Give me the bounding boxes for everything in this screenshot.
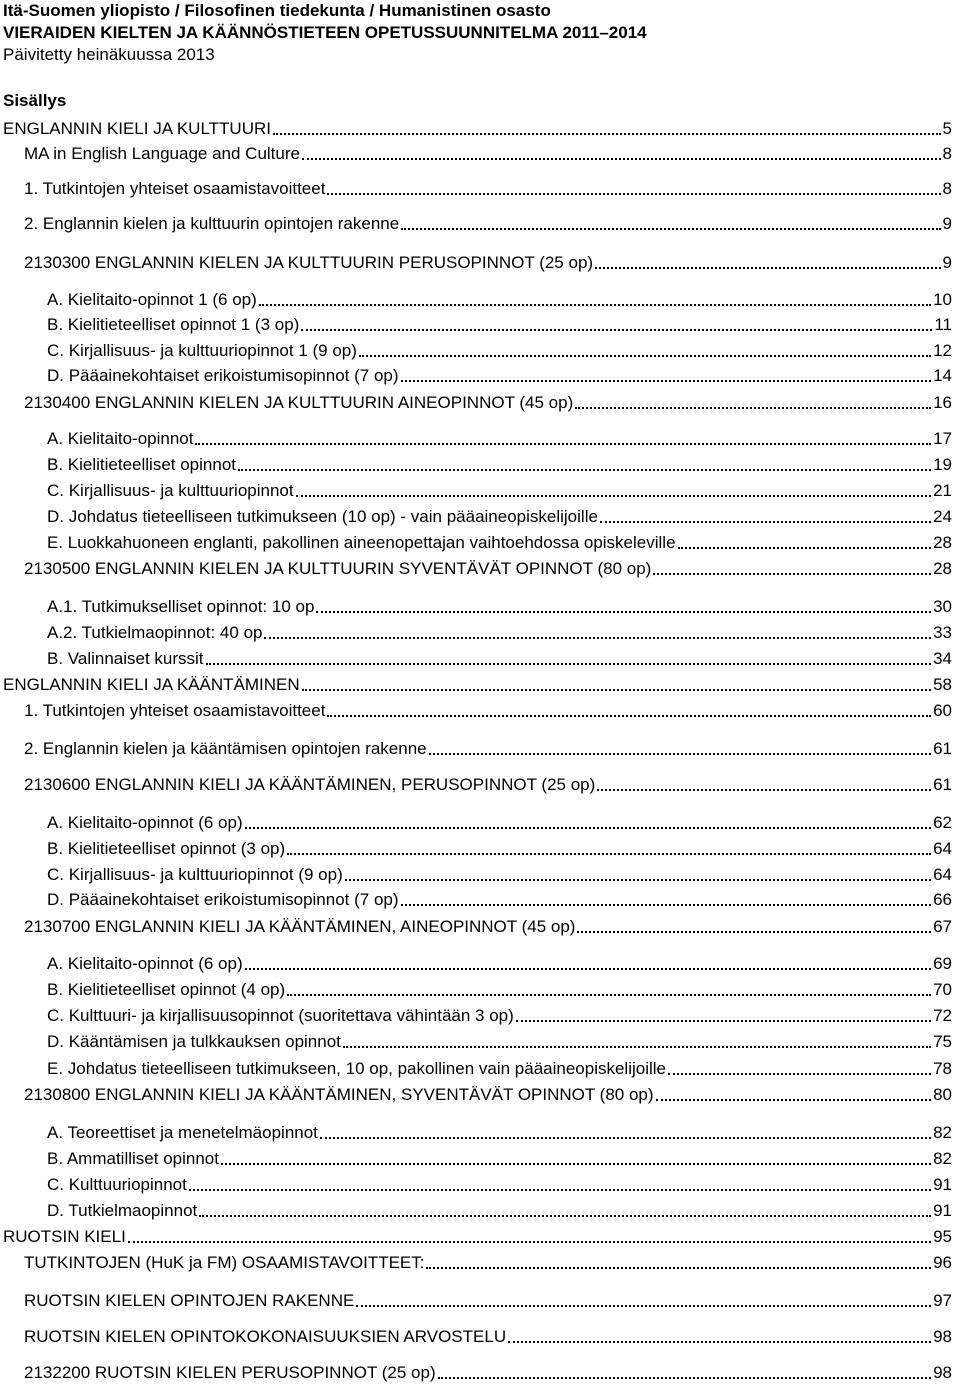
toc-entry[interactable] (24, 772, 952, 795)
toc-entry[interactable] (24, 1250, 952, 1273)
toc-entry-page-number: 64 (933, 839, 952, 858)
dot-leader (302, 689, 931, 691)
toc-entry-page-number: 91 (933, 1201, 952, 1220)
toc-entry-label: TUTKINTOJEN (HuK ja FM) OSAAMISTAVOITTEET: (24, 1253, 425, 1272)
toc-entry-page-number: 97 (933, 1291, 952, 1310)
dot-leader (429, 753, 931, 755)
dot-leader (206, 663, 932, 665)
toc-entry[interactable] (47, 1146, 952, 1169)
toc-entry[interactable] (24, 1324, 952, 1347)
dot-leader (597, 789, 931, 791)
toc-entry-label: C. Kirjallisuus- ja kulttuuriopinnot (47, 481, 294, 500)
toc-entry-page-number: 11 (934, 315, 952, 334)
curriculum-title: VIERAIDEN KIELTEN JA KÄÄNNÖSTIETEEN OPETUSSUUNNITELMA 2011–2014 (3, 23, 647, 42)
dot-leader (516, 1020, 931, 1022)
toc-entry-page-number: 66 (933, 890, 952, 909)
toc-entry-label: RUOTSIN KIELEN OPINTOJEN RAKENNE (24, 1291, 355, 1310)
toc-entry-label: ENGLANNIN KIELI JA KÄÄNTÄMINEN (3, 675, 300, 694)
dot-leader (401, 380, 932, 382)
toc-entry-label: A.2. Tutkielmaopinnot: 40 op (47, 623, 263, 642)
toc-entry-label: B. Kielitieteelliset opinnot (4 op) (47, 980, 286, 999)
toc-entry-page-number: 80 (933, 1085, 952, 1104)
toc-entry-page-number: 28 (933, 559, 952, 578)
toc-entry-label: 1. Tutkintojen yhteiset osaamistavoitteet (24, 701, 326, 720)
dot-leader (359, 355, 931, 357)
toc-entry-page-number: 78 (933, 1059, 952, 1078)
toc-entry[interactable] (47, 1029, 952, 1052)
dot-leader (438, 1377, 931, 1379)
toc-entry[interactable] (47, 1172, 952, 1195)
toc-entry-label: D. Kääntämisen ja tulkkauksen opinnot (47, 1032, 341, 1051)
toc-entry-page-number: 5 (942, 119, 952, 138)
dot-leader (600, 521, 931, 523)
toc-entry-page-number: 67 (933, 917, 952, 936)
toc-entry[interactable] (47, 287, 952, 310)
toc-entry[interactable] (47, 363, 952, 386)
toc-entry[interactable] (24, 1288, 952, 1311)
dot-leader (327, 715, 931, 717)
dot-leader (343, 1046, 931, 1048)
dot-leader (287, 994, 931, 996)
toc-entry-label: 2130700 ENGLANNIN KIELI JA KÄÄNTÄMINEN, AINEOPINNOT (45 op) (24, 917, 576, 936)
toc-entry-label: A. Kielitaito-opinnot (6 op) (47, 954, 243, 973)
dot-leader (199, 1215, 931, 1217)
toc-entry[interactable] (47, 887, 952, 910)
toc-entry-page-number: 64 (933, 865, 952, 884)
toc-entry[interactable] (47, 1120, 952, 1143)
toc-entry-label: 2132200 RUOTSIN KIELEN PERUSOPINNOT (25 op) (24, 1363, 436, 1382)
dot-leader (345, 879, 931, 881)
toc-entry[interactable] (47, 810, 952, 833)
toc-entry-label: B. Kielitieteelliset opinnot (47, 455, 237, 474)
toc-entry[interactable] (47, 594, 952, 617)
toc-entry[interactable] (47, 1003, 952, 1026)
toc-entry-page-number: 69 (933, 954, 952, 973)
dot-leader (668, 1073, 931, 1075)
toc-entry[interactable] (47, 646, 952, 669)
toc-entry-label: D. Tutkielmaopinnot (47, 1201, 198, 1220)
toc-entry-page-number: 82 (933, 1123, 952, 1142)
dot-leader (195, 443, 931, 445)
dot-leader (189, 1189, 931, 1191)
dot-leader (327, 193, 940, 195)
toc-entry-page-number: 34 (933, 649, 952, 668)
toc-entry-page-number: 75 (933, 1032, 952, 1051)
dot-leader (575, 407, 931, 409)
toc-entry[interactable] (47, 1056, 952, 1079)
dot-leader (508, 1341, 931, 1343)
dot-leader (302, 158, 941, 160)
toc-entry[interactable] (47, 977, 952, 1000)
toc-entry[interactable] (47, 504, 952, 527)
toc-entry[interactable] (3, 1224, 952, 1247)
toc-entry-page-number: 8 (942, 144, 952, 163)
toc-entry-label: 2130600 ENGLANNIN KIELI JA KÄÄNTÄMINEN, PERUSOPINNOT (25 op) (24, 775, 596, 794)
toc-entry-page-number: 95 (933, 1227, 952, 1246)
toc-entry[interactable] (24, 556, 952, 579)
dot-leader (678, 547, 932, 549)
toc-entry-page-number: 9 (942, 253, 952, 272)
dot-leader (245, 827, 931, 829)
toc-entry-label: C. Kulttuuri- ja kirjallisuusopinnot (suoritettava vähintään 3 op) (47, 1006, 514, 1025)
toc-entry-page-number: 10 (933, 290, 952, 309)
toc-entry[interactable] (47, 1198, 952, 1221)
toc-entry[interactable] (47, 312, 952, 335)
toc-entry-page-number: 98 (933, 1363, 952, 1382)
toc-entry[interactable] (47, 478, 952, 501)
toc-entry-label: 2130400 ENGLANNIN KIELEN JA KULTTUURIN AINEOPINNOT (45 op) (24, 393, 574, 412)
dot-leader (320, 1137, 931, 1139)
toc-entry-page-number: 24 (933, 507, 952, 526)
toc-entry-page-number: 16 (933, 393, 952, 412)
dot-leader (301, 329, 932, 331)
toc-entry[interactable] (47, 951, 952, 974)
toc-entry-label: ENGLANNIN KIELI JA KULTTUURI (3, 119, 271, 138)
toc-entry-label: E. Luokkahuoneen englanti, pakollinen aineenopettajan vaihtoehdossa opiskeleville (47, 533, 676, 552)
toc-entry-label: A. Kielitaito-opinnot (6 op) (47, 813, 243, 832)
toc-entry[interactable] (24, 176, 952, 199)
dot-leader (273, 133, 941, 135)
toc-entry-label: D. Johdatus tieteelliseen tutkimukseen (10 op) - vain pääaineopiskelijoille (47, 507, 598, 526)
toc-entry-page-number: 98 (933, 1327, 952, 1346)
toc-entry-page-number: 19 (933, 455, 952, 474)
toc-entry-label: B. Valinnaiset kurssit (47, 649, 204, 668)
dot-leader (316, 611, 931, 613)
toc-entry[interactable] (47, 836, 952, 859)
dot-leader (653, 573, 931, 575)
toc-heading: Sisällys (3, 91, 67, 110)
toc-entry[interactable] (24, 141, 952, 164)
toc-entry-page-number: 14 (933, 366, 952, 385)
toc-entry[interactable] (47, 862, 952, 885)
toc-entry[interactable] (47, 426, 952, 449)
dot-leader (577, 931, 931, 933)
toc-entry[interactable] (24, 390, 952, 413)
toc-entry[interactable] (3, 116, 952, 139)
dot-leader (296, 495, 931, 497)
toc-entry[interactable] (47, 338, 952, 361)
toc-entry[interactable] (24, 914, 952, 937)
toc-entry-label: C. Kirjallisuus- ja kulttuuriopinnot (9 op) (47, 865, 343, 884)
toc-entry-label: 2130800 ENGLANNIN KIELI JA KÄÄNTÄMINEN, SYVENTÄVÄT OPINNOT (80 op) (24, 1085, 654, 1104)
toc-entry-label: D. Pääainekohtaiset erikoistumisopinnot (7 op) (47, 890, 399, 909)
toc-entry-label: D. Pääainekohtaiset erikoistumisopinnot (7 op) (47, 366, 399, 385)
dot-leader (128, 1241, 931, 1243)
toc-entry-page-number: 61 (933, 739, 952, 758)
dot-leader (426, 1267, 931, 1269)
toc-entry-label: RUOTSIN KIELI (3, 1227, 126, 1246)
toc-entry-page-number: 17 (933, 429, 952, 448)
dot-leader (245, 968, 931, 970)
toc-entry[interactable] (47, 530, 952, 553)
document-header (3, 0, 953, 66)
toc-entry-label: B. Kielitieteelliset opinnot 1 (3 op) (47, 315, 300, 334)
toc-entry[interactable] (3, 672, 952, 695)
toc-entry-label: B. Ammatilliset opinnot (47, 1149, 219, 1168)
toc-entry-page-number: 28 (933, 533, 952, 552)
toc-entry-page-number: 62 (933, 813, 952, 832)
dot-leader (595, 267, 940, 269)
toc-entry-label: 1. Tutkintojen yhteiset osaamistavoitteet (24, 179, 326, 198)
toc-entry[interactable] (47, 620, 952, 643)
toc-entry-label: 2130300 ENGLANNIN KIELEN JA KULTTUURIN PERUSOPINNOT (25 op) (24, 253, 594, 272)
dot-leader (264, 637, 931, 639)
dot-leader (401, 904, 932, 906)
toc-entry-label: C. Kirjallisuus- ja kulttuuriopinnot 1 (9 op) (47, 341, 357, 360)
toc-entry-page-number: 12 (933, 341, 952, 360)
toc-entry-label: 2. Englannin kielen ja kääntämisen opintojen rakenne (24, 739, 427, 758)
toc-entry-label: MA in English Language and Culture (24, 144, 300, 163)
toc-entry-label: A.1. Tutkimukselliset opinnot: 10 op (47, 597, 315, 616)
toc-entry-page-number: 21 (933, 481, 952, 500)
dot-leader (356, 1305, 931, 1307)
toc-entry[interactable] (24, 250, 952, 273)
dot-leader (238, 469, 931, 471)
toc-entry-page-number: 60 (933, 701, 952, 720)
toc-entry-page-number: 72 (933, 1006, 952, 1025)
toc-entry-label: E. Johdatus tieteelliseen tutkimukseen, 10 op, pakollinen vain pääaineopiskelijoille (47, 1059, 667, 1078)
toc-entry[interactable] (24, 1360, 952, 1383)
updated-line: Päivitetty heinäkuussa 2013 (3, 45, 215, 64)
toc-entry-page-number: 91 (933, 1175, 952, 1194)
dot-leader (221, 1163, 931, 1165)
toc-entry-label: RUOTSIN KIELEN OPINTOKOKONAISUUKSIEN ARVOSTELU (24, 1327, 507, 1346)
toc-entry-page-number: 58 (933, 675, 952, 694)
dot-leader (401, 228, 940, 230)
dot-leader (259, 304, 931, 306)
toc-entry-page-number: 33 (933, 623, 952, 642)
toc-entry-page-number: 82 (933, 1149, 952, 1168)
toc-entry-page-number: 9 (942, 214, 952, 233)
toc-entry-page-number: 96 (933, 1253, 952, 1272)
toc-entry-page-number: 8 (942, 179, 952, 198)
toc-entry[interactable] (24, 1082, 952, 1105)
toc-entry-label: 2. Englannin kielen ja kulttuurin opintojen rakenne (24, 214, 400, 233)
toc-entry[interactable] (24, 211, 952, 234)
toc-entry[interactable] (24, 698, 952, 721)
toc-entry-label: C. Kulttuuriopinnot (47, 1175, 187, 1194)
toc-entry-label: B. Kielitieteelliset opinnot (3 op) (47, 839, 286, 858)
dot-leader (287, 853, 931, 855)
toc-entry-page-number: 30 (933, 597, 952, 616)
toc-entry-label: A. Teoreettiset ja menetelmäopinnot (47, 1123, 318, 1142)
dot-leader (656, 1099, 932, 1101)
toc-entry-page-number: 61 (933, 775, 952, 794)
university-line: Itä-Suomen yliopisto / Filosofinen tiedekunta / Humanistinen osasto (3, 1, 551, 20)
toc-entry-page-number: 70 (933, 980, 952, 999)
toc-entry-label: A. Kielitaito-opinnot 1 (6 op) (47, 290, 257, 309)
toc-entry-label: 2130500 ENGLANNIN KIELEN JA KULTTUURIN SYVENTÄVÄT OPINNOT (80 op) (24, 559, 652, 578)
toc-entry[interactable] (47, 452, 952, 475)
toc-entry-label: A. Kielitaito-opinnot (47, 429, 194, 448)
toc-entry[interactable] (24, 736, 952, 759)
